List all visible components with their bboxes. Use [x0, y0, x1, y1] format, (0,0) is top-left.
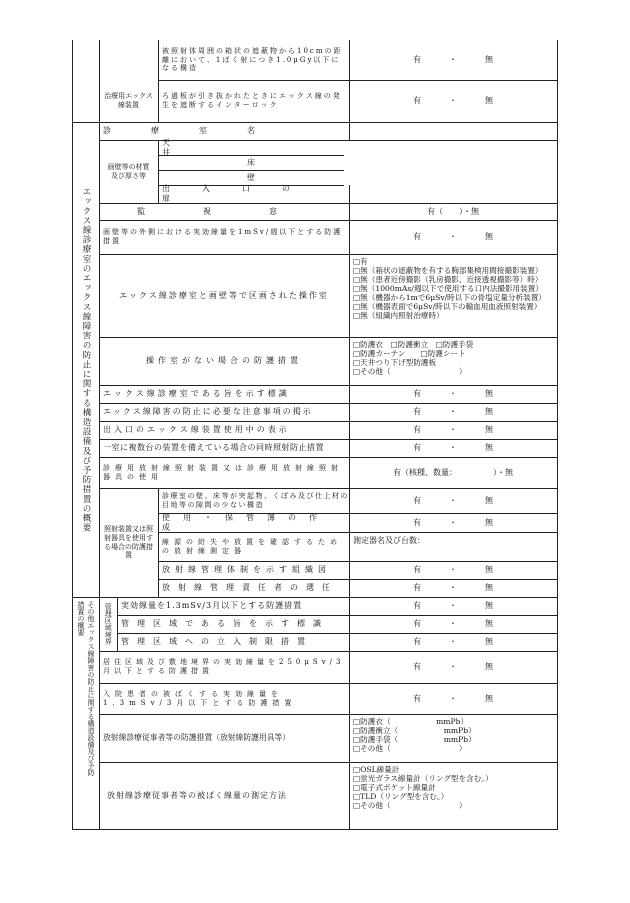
checkbox-option[interactable]: □その他（ ） [353, 801, 467, 810]
checkbox-option[interactable]: □電子式ポケット線量計 [353, 783, 436, 792]
window-label: 監視窓 [137, 206, 335, 216]
checkbox-option[interactable]: □防護衝立（ mmPb） [353, 726, 476, 735]
row-label: エックス線診療室である旨を示す標識 [103, 389, 290, 398]
checkbox-option[interactable]: □防護衣 □防護衝立 □防護手袋 [353, 340, 474, 349]
side-header-main: エックス線診療室のエックス線障害の防止に関する構造設備及び予防措置の概要 [81, 186, 91, 533]
room-name-input[interactable] [349, 122, 557, 140]
yes-no-field[interactable]: 有 ・ 無 [413, 55, 493, 64]
sub-shield: 照射装置又は照射器具を使用する場合の防護措置 [104, 525, 153, 560]
yes-no-field[interactable]: 有 ・ 無 [413, 517, 493, 527]
row-label: 管理区域である旨を示す標識 [121, 619, 329, 628]
checkbox-option[interactable]: □OSL線量計 [353, 765, 400, 774]
row-label: エックス線障害の防止に必要な注意事項の掲示 [103, 407, 313, 416]
dose-measure-options[interactable] [349, 762, 557, 829]
yes-no-field[interactable]: 有 ・ 無 [413, 601, 493, 610]
yes-no-field[interactable]: 有 ・ 無 [413, 407, 493, 416]
checkbox-option[interactable]: □TLD（リング型を含む。） [353, 792, 449, 801]
checkbox-option[interactable]: □無（箱状の遮蔽物を有する胸部集検用間接撮影装置） [353, 266, 543, 275]
yes-no-field[interactable]: 有 ・ 無 [413, 619, 493, 628]
wall-wall-label: 壁 [247, 172, 255, 182]
row-label: 出入口のエックス線装置使用中の表示 [103, 425, 290, 434]
yes-no-field[interactable]: 有 ・ 無 [413, 637, 493, 646]
row-label: 診療用放射線照射装置又は診療用放射線照射器具の使用 [103, 463, 343, 481]
row-label: 使用・保管簿の作成 [162, 512, 330, 532]
yes-no-field[interactable]: 有 ・ 無 [413, 565, 493, 574]
room-name-label: 診療室名 [103, 126, 295, 135]
row-label: 診療室の壁、床等が突起物、くぼみ及び仕上材の目地等の隙間の少ない構造 [162, 491, 349, 509]
window-field[interactable]: 有（ ）・無 [427, 206, 479, 216]
row-label: 線源の紛失や放置を確認するための放射線測定器 [162, 537, 342, 555]
checkbox-option[interactable]: □無（機器表面で6μSv/時以下の輸血用血液照射装置） [353, 302, 542, 311]
form-table [72, 40, 558, 830]
yes-no-field[interactable]: 有 ・ 無 [413, 693, 493, 703]
yes-no-field[interactable]: 有 ・ 無 [413, 96, 493, 105]
row-label: 一室に複数台の装置を備えている場合の同時照射防止措置 [103, 443, 324, 452]
wall-material-input[interactable] [349, 140, 557, 185]
checkbox-option[interactable]: □無（患者近傍撮影（乳房撮影、近接透視撮影等）時） [353, 275, 543, 284]
dose-measure-label: 放射線診療従事者等の被ばく線量の測定方法 [107, 790, 287, 800]
door-input[interactable] [349, 185, 557, 203]
yes-no-field[interactable]: 有 ・ 無 [413, 389, 493, 398]
checkbox-option[interactable]: □無（組織内照射治療時） [353, 311, 444, 320]
nuclide-field[interactable]: 有（核種、数量： ）・無 [393, 467, 513, 477]
row-label: 被照射体周囲の箱状の遮蔽物から10cmの距離において、1ぱく射につき1.0μGy以下になる構造 [162, 47, 343, 73]
yes-no-field[interactable]: 有 ・ 無 [413, 425, 493, 434]
checkbox-option[interactable]: □蛍光ガラス線量計（リング型を含む。） [353, 774, 493, 783]
checkbox-option[interactable]: □その他（ ） [353, 744, 467, 753]
yes-no-field[interactable]: 有 ・ 無 [413, 495, 493, 505]
detector-field[interactable]: 測定器名及び台数： [353, 536, 425, 545]
staff-protect-options[interactable] [349, 714, 557, 762]
row-label: 画壁等の外側における実効線量を1mSv/週以下とする防護措置 [103, 228, 343, 245]
staff-protect-label: 放射線診療従事者等の防護措置（放射線防護用具等） [103, 733, 291, 742]
row-label: 放射線管理責任者の選任 [162, 583, 338, 592]
sub-wall: 画壁等の材質及び厚さ等 [107, 162, 150, 180]
side-header-other: その他エックス線障害の防止に関する構造設備及び予防措置の概要 [77, 601, 95, 776]
row-label: 管理区域への立入制限措置 [121, 637, 313, 646]
checkbox-option[interactable]: □防護手袋（ mmPb） [353, 735, 476, 744]
row-label: 実効線量を1.3mSv/3月以下とする防護措置 [121, 601, 303, 610]
checkbox-option[interactable]: □防護衣（ mmPb） [353, 717, 469, 726]
no-op-label: 操作室がない場合の防護措置 [146, 356, 302, 365]
yes-no-field[interactable]: 有 ・ 無 [413, 583, 493, 592]
checkbox-option[interactable]: □防護カーテン □防護シート [353, 349, 466, 358]
op-room-options[interactable] [349, 254, 557, 337]
checkbox-option[interactable]: □その他（ ） [353, 367, 467, 376]
wall-floor-label: 床 [247, 157, 255, 167]
yes-no-field[interactable]: 有 ・ 無 [413, 232, 493, 241]
wall-ceiling-label: 天井 [162, 137, 350, 157]
row-label: 居住区域及び敷地境界の実効線量を250μSv/3月以下とする防護措置 [103, 658, 345, 675]
checkbox-option[interactable]: □天井つり下げ型防護板 [353, 358, 437, 367]
op-room-label: エックス線診療室と画壁等で区画された操作室 [119, 290, 329, 300]
sub-tube: 治療用エックス線装置 [104, 92, 153, 109]
checkbox-option[interactable]: □無（1000mAs/週以下で使用する口内法撮影用装置） [353, 284, 543, 293]
checkbox-option[interactable]: □無（機器から1mで6μSv/時以下の骨塩定量分析装置） [353, 293, 546, 302]
yes-no-field[interactable]: 有 ・ 無 [413, 443, 493, 452]
row-label: 入院患者の被ばくする実効線量を1.3mSv/3月以下とする防護措置 [103, 689, 297, 707]
row-label: ろ過板が引き抜かれたときにエックス線の発生を遮断するインターロック [162, 92, 342, 109]
row-label: 放射線管理体制を示す組織図 [162, 565, 331, 574]
sub-kanri: 管理区域境界 [104, 603, 113, 645]
no-op-options[interactable] [349, 337, 557, 385]
checkbox-option[interactable]: □有 [353, 257, 368, 266]
yes-no-field[interactable]: 有 ・ 無 [413, 662, 493, 671]
wall-door-label: 出入口の扉 [162, 184, 322, 203]
